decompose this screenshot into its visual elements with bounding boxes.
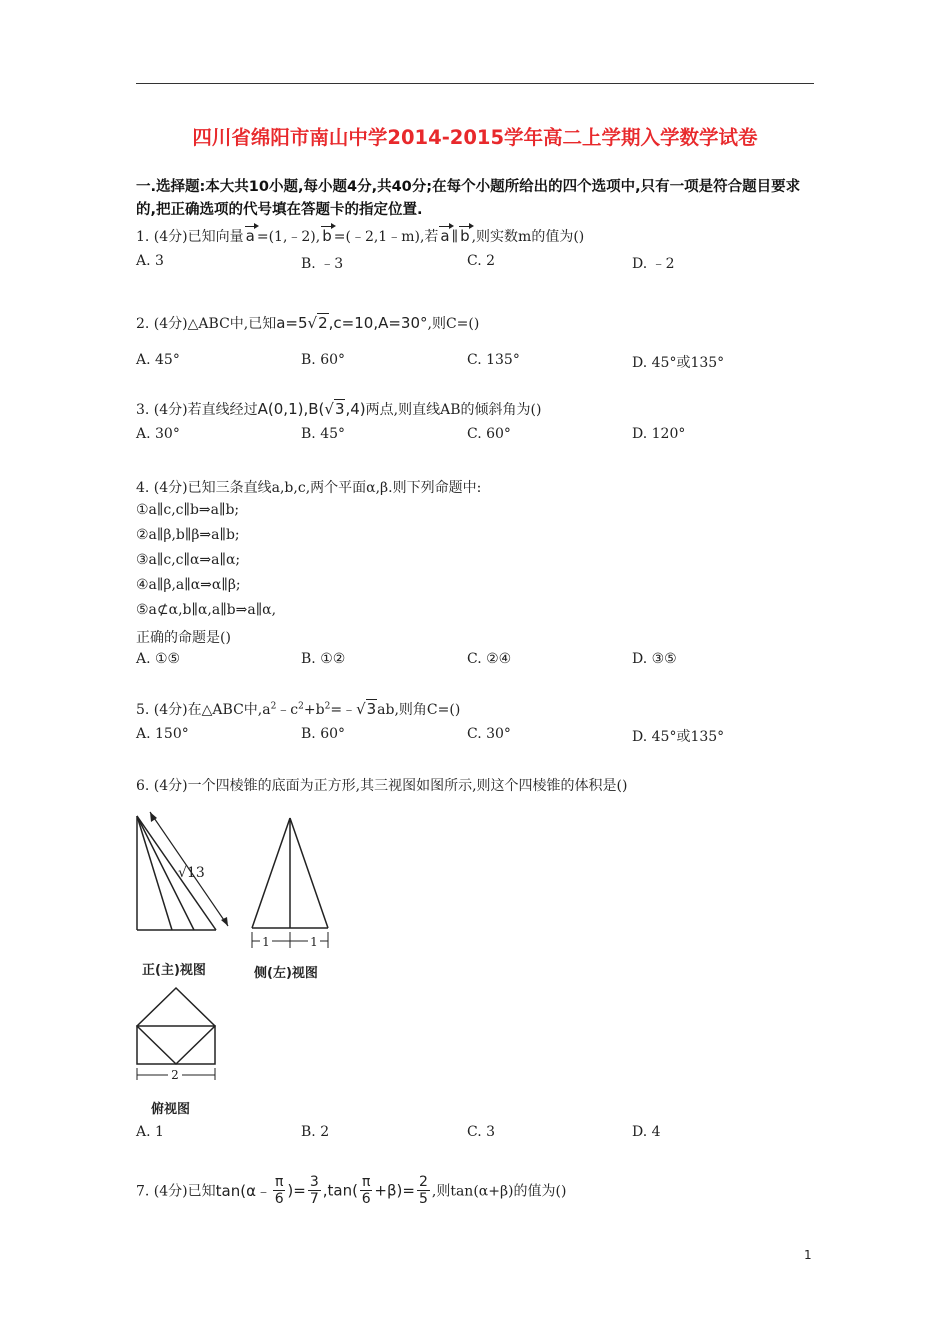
q5-option-d[interactable]: D. 45°或135° [632, 729, 725, 745]
q4-option-d[interactable]: D. ③⑤ [632, 651, 677, 667]
fraction: $\frac{2}{5}$ [418, 1174, 428, 1207]
question-1-stem: 1. (4分)已知向量 a =(1,﹣2), b =(﹣2,1﹣m),若 a ∥ b ,则实数m的值为() [136, 227, 585, 245]
q4-closing: 正确的命题是() [136, 630, 231, 646]
q5-option-a[interactable]: A. 150° [136, 726, 189, 742]
sqrt-expression: √3 [324, 400, 345, 418]
side-view-caption: 侧(左)视图 [254, 966, 318, 981]
q3-option-b[interactable]: B. 45° [301, 426, 346, 442]
q1-option-d[interactable]: D. ﹣2 [632, 256, 675, 272]
top-view-caption: 俯视图 [151, 1102, 191, 1117]
front-view-length-label: √13 [178, 865, 205, 881]
side-view-right-length-label: 1 [310, 935, 318, 949]
side-view-figure [246, 812, 336, 952]
q1-option-b[interactable]: B. ﹣3 [301, 256, 344, 272]
q5-option-c[interactable]: C. 30° [467, 726, 511, 742]
fraction: $\frac{\pi}{6}$ [274, 1174, 284, 1207]
vector-a: a [245, 227, 255, 245]
page-title: 四川省绵阳市南山中学2014-2015学年高二上学期入学数学试卷 [192, 126, 758, 149]
question-2-stem: 2. (4分)△ABC中,已知a=5√2,c=10,A=30°,则C=() [136, 314, 480, 332]
q4-statement: ⑤a⊄α,b∥α,a∥b⇒a∥α, [136, 602, 277, 618]
side-view-right-edge [290, 818, 328, 928]
q4-statement: ④a∥β,a∥α⇒α∥β; [136, 577, 241, 593]
q4-statement: ②a∥β,b∥β⇒a∥b; [136, 527, 240, 543]
q4-option-a[interactable]: A. ①⑤ [136, 651, 181, 667]
q5-option-b[interactable]: B. 60° [301, 726, 346, 742]
q4-option-c[interactable]: C. ②④ [467, 651, 512, 667]
q2-option-b[interactable]: B. 60° [301, 352, 346, 368]
sqrt-expression: √2 [307, 314, 328, 332]
top-view-base-rectangle [137, 1026, 215, 1064]
vector-b: b [460, 227, 470, 245]
q6-option-c[interactable]: C. 3 [467, 1124, 496, 1140]
q4-statement: ①a∥c,c∥b⇒a∥b; [136, 502, 240, 518]
top-view-length-label: 2 [171, 1068, 179, 1082]
q3-option-a[interactable]: A. 30° [136, 426, 180, 442]
q2-option-d[interactable]: D. 45°或135° [632, 355, 725, 371]
front-view-caption: 正(主)视图 [142, 963, 206, 978]
question-6-stem: 6. (4分)一个四棱锥的底面为正方形,其三视图如图所示,则这个四棱锥的体积是() [136, 778, 628, 794]
q2-option-a[interactable]: A. 45° [136, 352, 180, 368]
q2-option-c[interactable]: C. 135° [467, 352, 520, 368]
page-number: 1 [804, 1248, 812, 1262]
question-7-stem: 7. (4分)已知tan(α﹣ $\frac{\pi}{6}$ )= $\frac{3}{7}$ ,tan( $\frac{\pi}{6}$ +β)= $\frac{2}{5}$ ,则tan(α+β)的值为() [136, 1174, 567, 1207]
vector-a: a [440, 227, 450, 245]
top-view-figure [132, 986, 222, 1086]
front-view-figure [132, 808, 242, 938]
q4-option-b[interactable]: B. ①② [301, 651, 346, 667]
question-4-stem: 4. (4分)已知三条直线a,b,c,两个平面α,β.则下列命题中: [136, 480, 482, 496]
top-rule [136, 83, 814, 84]
question-5-stem: 5. (4分)在△ABC中$,a^2﹣c^2+b^2=﹣√3ab$,则角C=() [136, 700, 461, 718]
side-view-left-edge [252, 818, 290, 928]
q3-option-d[interactable]: D. 120° [632, 426, 686, 442]
q4-statement: ③a∥c,c∥α⇒a∥α; [136, 552, 241, 568]
q6-option-b[interactable]: B. 2 [301, 1124, 330, 1140]
q6-option-d[interactable]: D. 4 [632, 1124, 661, 1140]
fraction: $\frac{\pi}{6}$ [361, 1174, 371, 1207]
q1-option-c[interactable]: C. 2 [467, 253, 496, 269]
question-3-stem: 3. (4分)若直线经过A(0,1),B(√3,4)两点,则直线AB的倾斜角为() [136, 400, 542, 418]
side-view-left-length-label: 1 [262, 935, 270, 949]
sqrt-expression: √3 [356, 700, 377, 718]
q6-option-a[interactable]: A. 1 [136, 1124, 164, 1140]
section-header: 一.选择题:本大共10小题,每小题4分,共40分;在每个小题所给出的四个选项中,只有一项是符合题目要求的,把正确选项的代号填在答题卡的指定位置. [136, 179, 801, 218]
q3-option-c[interactable]: C. 60° [467, 426, 511, 442]
fraction: $\frac{3}{7}$ [309, 1174, 319, 1207]
front-view-slant-inner [137, 816, 172, 930]
vector-b: b [322, 227, 332, 245]
q1-option-a[interactable]: A. 3 [136, 253, 164, 269]
